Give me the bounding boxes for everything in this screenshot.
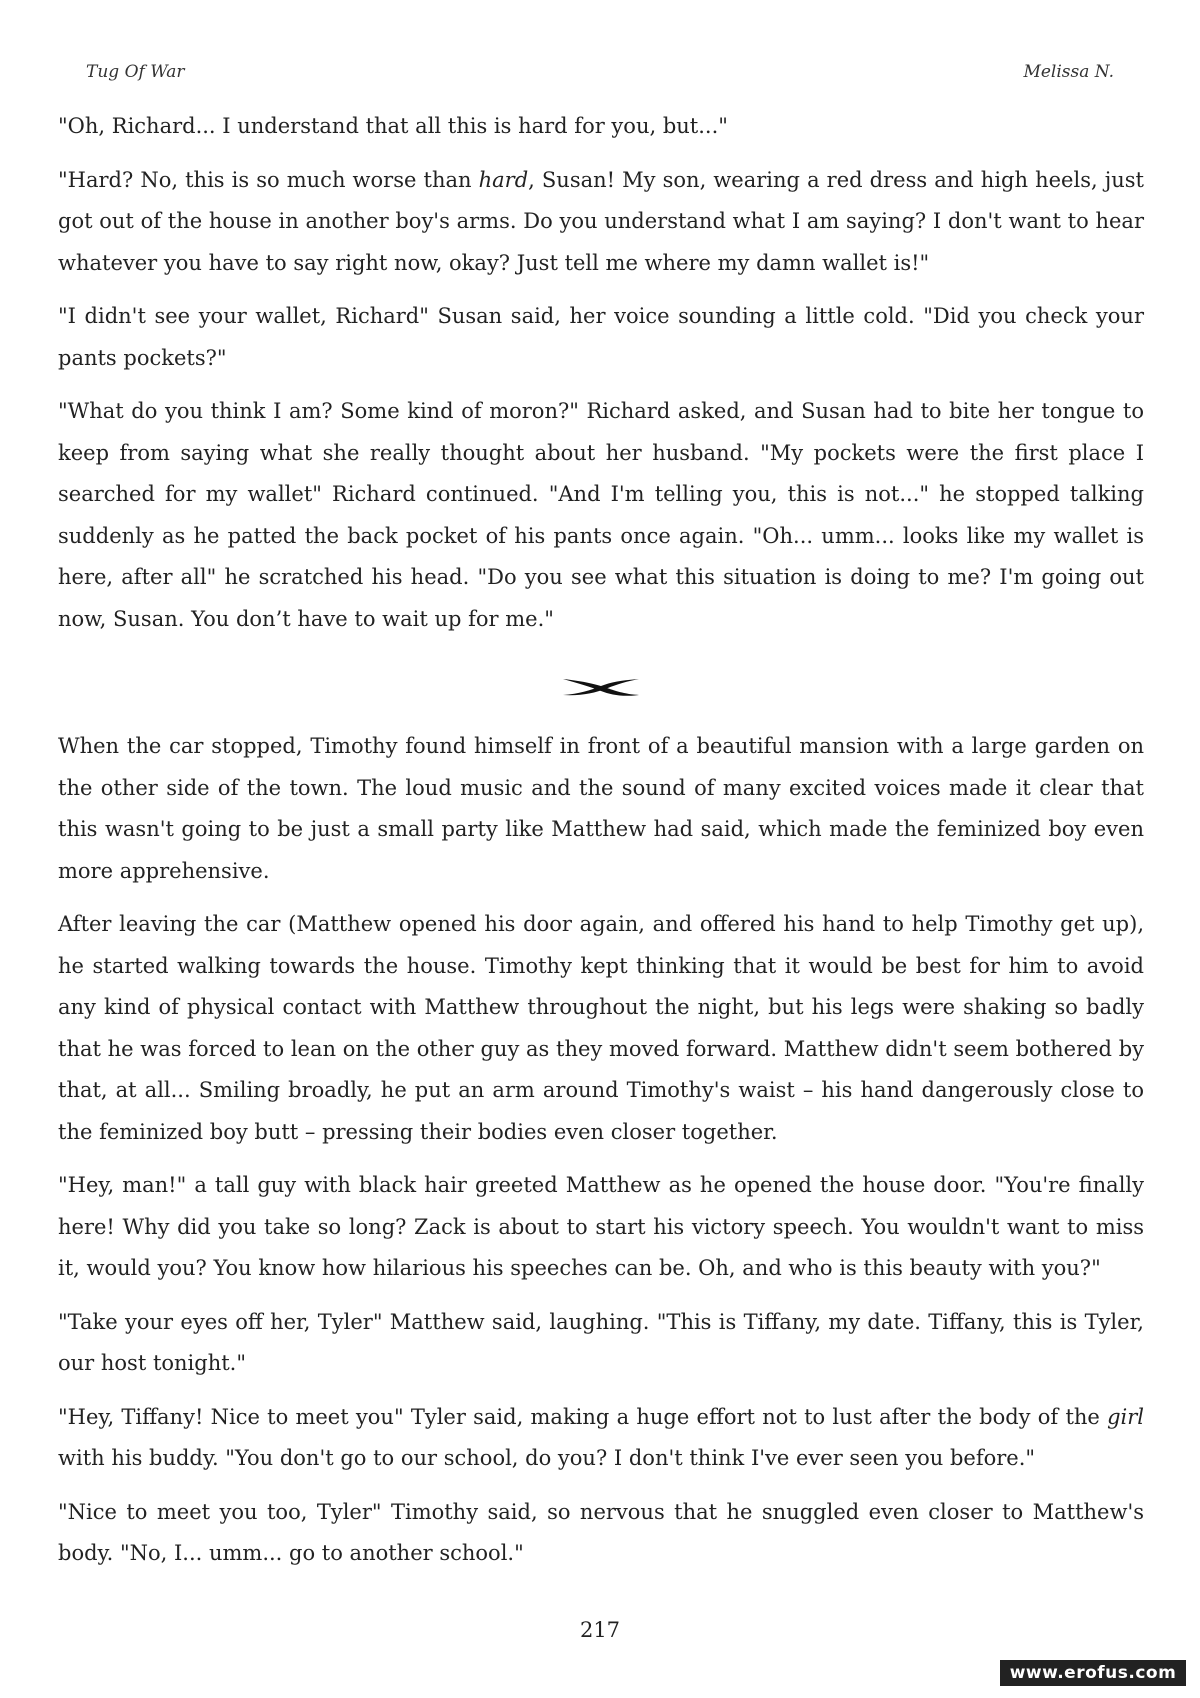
text-segment: "I didn't see your wallet, Richard" Susan said, her voice sounding a little cold. "Did you check your pants pockets?" [58, 304, 1144, 370]
paragraph [58, 391, 1144, 640]
crossed-swoosh-ornament-icon [561, 675, 641, 699]
text-segment: After leaving the car (Matthew opened his door again, and offered his hand to help Timothy get up), he started walking towards the house. Timothy kept thinking that it would be best for him to avoid any kind of physical contact with Matthew throughout the night, but his legs were shaking so badly that he was forced to lean on the other guy as they moved forward. Matthew didn't seem bothered by that, at all... Smiling broadly, he put an arm around Timothy's waist – his hand dangerously close to the feminized boy butt – pressing their bodies even closer together. [58, 912, 1144, 1144]
paragraph [58, 904, 1144, 1153]
paragraph [58, 1165, 1144, 1290]
text-segment: with his buddy. "You don't go to our school, do you? I don't think I've ever seen you before." [58, 1446, 1036, 1470]
book-title: Tug Of War [86, 62, 185, 82]
paragraph [58, 1397, 1144, 1480]
emphasis-text: hard [478, 167, 529, 192]
text-segment: "Hard? No, this is so much worse than [58, 167, 479, 192]
text-segment: "Oh, Richard... I understand that all this is hard for you, but..." [58, 114, 728, 138]
watermark-logo: www.erofus.com [1000, 1660, 1186, 1686]
text-segment: When the car stopped, Timothy found himself in front of a beautiful mansion with a large garden on the other side of the town. The loud music and the sound of many excited voices made it clear that this wasn't going to be just a small party like Matthew had said, which made the feminized boy even more apprehensive. [58, 734, 1144, 883]
paragraph [58, 1492, 1144, 1575]
text-segment: "Nice to meet you too, Tyler" Timothy said, so nervous that he snuggled even closer to Matthew's body. "No, I... umm... go to another school." [58, 1499, 1144, 1565]
emphasis-text: girl [1107, 1404, 1144, 1429]
paragraph [58, 296, 1144, 379]
scene-one [58, 106, 1144, 640]
scene-divider [58, 652, 1144, 722]
paragraph [58, 726, 1144, 892]
page-number: 217 [579, 1618, 621, 1642]
text-segment: "Hey, man!" a tall guy with black hair greeted Matthew as he opened the house door. "You're finally here! Why did you take so long? Zack is about to start his victory speech. You wouldn't want to miss it, would you? You know how hilarious his speeches can be. Oh, and who is this beauty with you?" [58, 1173, 1144, 1280]
author-name: Melissa N. [1023, 62, 1114, 82]
text-segment: "What do you think I am? Some kind of moron?" Richard asked, and Susan had to bite her tongue to keep from saying what she really thought about her husband. "My pockets were the first place I searched for my wallet" Richard continued. "And I'm telling you, this is not..." he stopped talking suddenly as he patted the back pocket of his pants once again. "Oh... umm... looks like my wallet is here, after all" he scratched his head. "Do you see what this situation is doing to me? I'm going out now, Susan. You don’t have to wait up for me." [58, 399, 1144, 631]
paragraph [58, 160, 1144, 285]
running-header [86, 62, 1114, 88]
scene-two [58, 726, 1144, 1575]
body-text [58, 106, 1144, 1587]
text-segment: "Take your eyes off her, Tyler" Matthew said, laughing. "This is Tiffany, my date. Tiffany, this is Tyler, our host tonight." [58, 1309, 1144, 1375]
text-segment: "Hey, Tiffany! Nice to meet you" Tyler said, making a huge effort not to lust after the body of the [58, 1404, 1108, 1429]
text-segment: , Susan! My son, wearing a red dress and high heels, just got out of the house in another boy's arms. Do you understand what I am saying? I don't want to hear whatever you have to say right now, okay? Just tell me where my damn wallet is!" [58, 167, 1144, 275]
paragraph [58, 1302, 1144, 1385]
paragraph [58, 106, 1144, 148]
